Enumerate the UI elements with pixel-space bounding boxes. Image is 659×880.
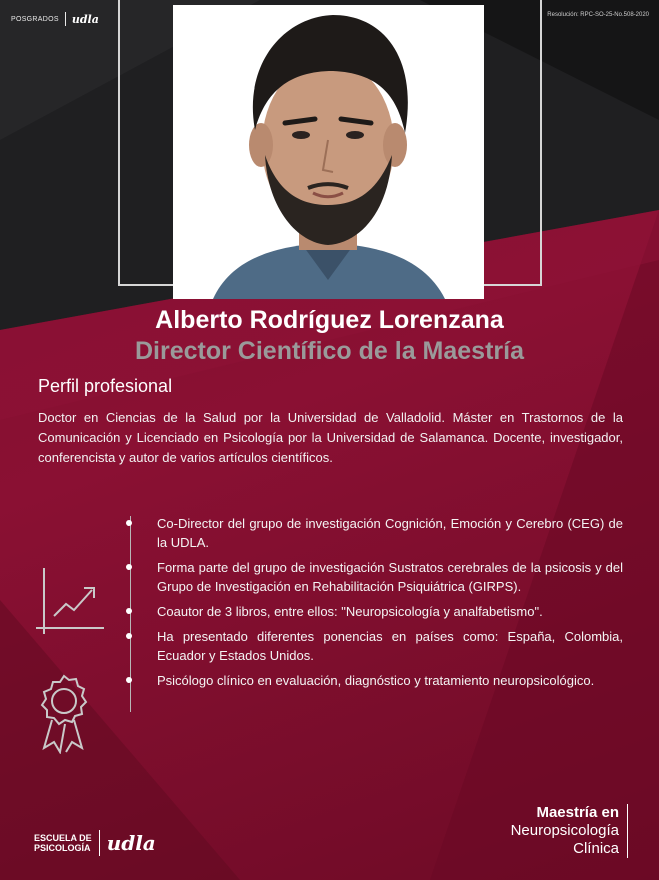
udla-logo: udla bbox=[106, 831, 156, 855]
udla-logo: udla bbox=[71, 12, 99, 26]
person-role: Director Científico de la Maestría bbox=[134, 337, 524, 365]
school-name: ESCUELA DE PSICOLOGÍA bbox=[34, 833, 92, 853]
list-item: Coautor de 3 libros, entre ellos: "Neuropsicología y analfabetismo". bbox=[157, 602, 623, 621]
achievements-list bbox=[157, 514, 623, 696]
program-name: Maestría en Neuropsicología Clínica bbox=[510, 804, 619, 857]
divider bbox=[99, 830, 100, 856]
program-brand bbox=[511, 804, 628, 858]
award-ribbon-icon bbox=[38, 674, 90, 754]
school-brand bbox=[34, 830, 156, 856]
divider bbox=[65, 12, 66, 26]
person-name: Alberto Rodríguez Lorenzana bbox=[155, 306, 504, 334]
growth-chart-icon bbox=[34, 566, 106, 638]
list-item: Psicólogo clínico en evaluación, diagnóstico y tratamiento neuropsicológico. bbox=[157, 671, 623, 690]
header-brand bbox=[11, 12, 99, 26]
list-item: Ha presentado diferentes ponencias en países como: España, Colombia, Ecuador y Estados Unidos. bbox=[157, 629, 623, 663]
perfil-text: Doctor en Ciencias de la Salud por la Universidad de Valladolid. Máster en Trastornos de la Comunicación y Licenciado en Psicología por la Universidad de Salamanca. Docente, investigador, conferencista y autor de varios artículos científicos. bbox=[38, 410, 623, 465]
perfil-heading: Perfil profesional bbox=[38, 376, 173, 396]
portrait-photo bbox=[173, 5, 484, 299]
list-item: Forma parte del grupo de investigación Sustratos cerebrales de la psicosis y del Grupo de Investigación en Rehabilitación Psiquiátrica (GIRPS). bbox=[157, 560, 623, 594]
program-tag: POSGRADOS bbox=[11, 15, 59, 23]
list-item: Co-Director del grupo de investigación Cognición, Emoción y Cerebro (CEG) de la UDLA. bbox=[157, 516, 623, 550]
resolution-text: Resolución: RPC-SO-25-No.508-2020 bbox=[547, 12, 649, 18]
divider bbox=[627, 804, 628, 858]
